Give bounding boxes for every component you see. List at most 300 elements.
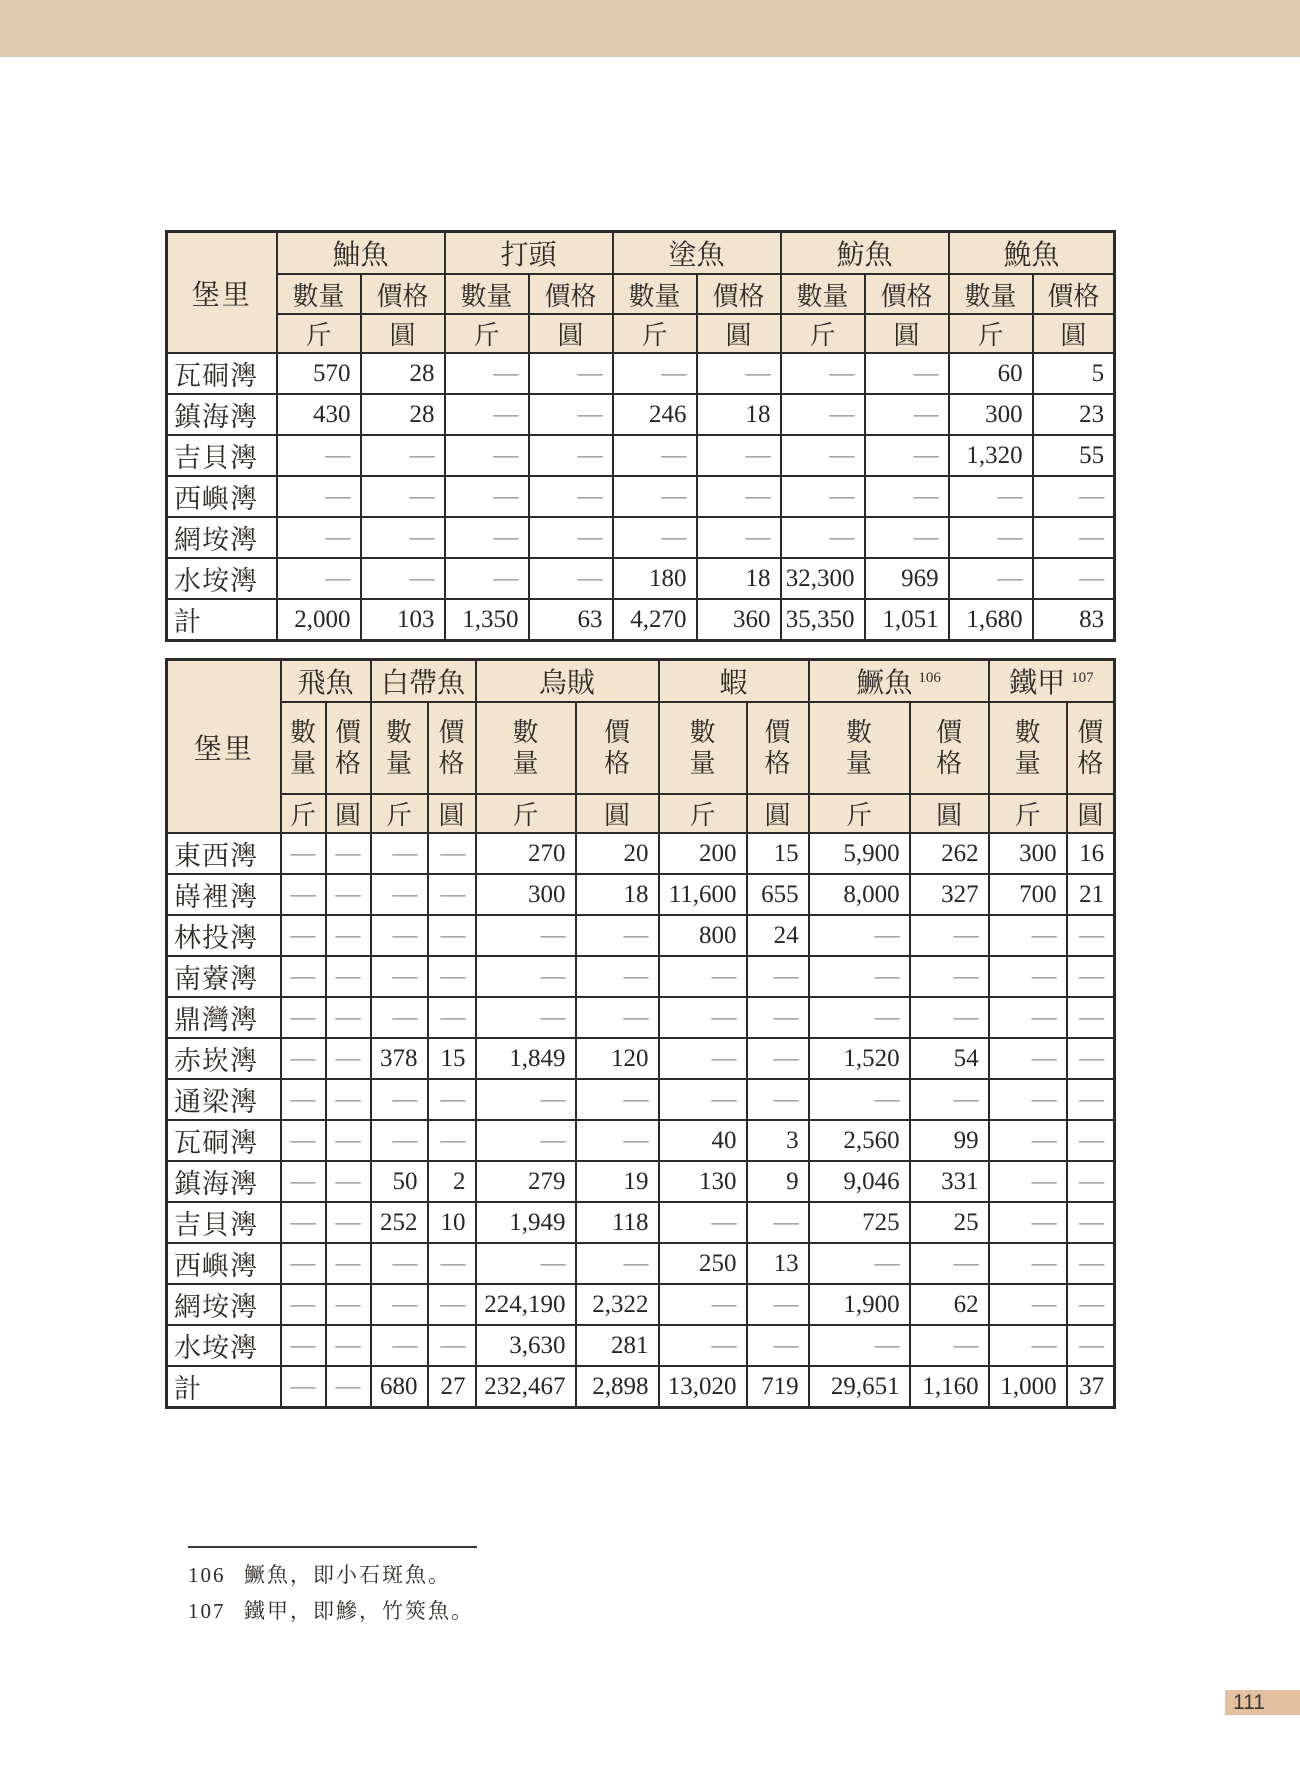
empty-cell: — [949, 476, 1033, 517]
data-cell: 2,898 [576, 1366, 659, 1408]
unit-yuan-header: 圓 [747, 794, 809, 833]
empty-cell: — [781, 394, 865, 435]
footnote-ref: 106 [918, 670, 941, 686]
data-cell: 1,350 [445, 599, 529, 641]
data-cell: 32,300 [781, 558, 865, 599]
empty-cell: — [1033, 476, 1115, 517]
top-banner [0, 0, 1300, 57]
data-cell: 360 [697, 599, 781, 641]
data-cell: 37 [1067, 1366, 1115, 1408]
footnote-separator [188, 1546, 477, 1548]
empty-cell: — [1067, 1284, 1115, 1325]
fish-name-header: 烏賊 [476, 660, 659, 703]
data-cell: 3 [747, 1120, 809, 1161]
page-number-badge [1225, 1690, 1300, 1715]
data-cell: 1,680 [949, 599, 1033, 641]
quantity-header: 數量 [613, 274, 697, 314]
empty-cell: — [989, 956, 1067, 997]
empty-cell: — [747, 1325, 809, 1366]
empty-cell: — [476, 1120, 576, 1161]
empty-cell: — [326, 915, 371, 956]
empty-cell: — [281, 1243, 326, 1284]
empty-cell: — [281, 1284, 326, 1325]
fish-catch-table-1 [165, 230, 1116, 642]
empty-cell: — [910, 1079, 989, 1120]
data-cell: 969 [865, 558, 949, 599]
fish-name-row [167, 232, 1115, 275]
empty-cell: — [281, 874, 326, 915]
data-cell: 35,350 [781, 599, 865, 641]
empty-cell: — [361, 517, 445, 558]
row-label: 網垵澚 [167, 1284, 281, 1325]
empty-cell: — [326, 997, 371, 1038]
empty-cell: — [1067, 915, 1115, 956]
empty-cell: — [371, 1284, 428, 1325]
table-row [167, 1038, 1115, 1079]
empty-cell: — [371, 874, 428, 915]
empty-cell: — [659, 1079, 747, 1120]
empty-cell: — [529, 394, 613, 435]
data-cell: 1,000 [989, 1366, 1067, 1408]
fish-name-header: 鐵甲 $^{107}$ [989, 660, 1115, 703]
fish-name-header: 飛魚 [281, 660, 371, 703]
empty-cell: — [809, 1079, 910, 1120]
data-cell: 725 [809, 1202, 910, 1243]
data-cell: 15 [747, 833, 809, 874]
unit-yuan-header: 圓 [361, 314, 445, 353]
empty-cell: — [809, 956, 910, 997]
empty-cell: — [277, 476, 361, 517]
table-row [167, 956, 1115, 997]
data-cell: 18 [697, 558, 781, 599]
data-cell: 10 [428, 1202, 476, 1243]
quantity-header: 數 量 [659, 702, 747, 794]
data-cell: 9 [747, 1161, 809, 1202]
empty-cell: — [281, 1202, 326, 1243]
data-cell: 28 [361, 394, 445, 435]
empty-cell: — [809, 1243, 910, 1284]
empty-cell: — [1067, 997, 1115, 1038]
empty-cell: — [989, 1325, 1067, 1366]
footnote-ref: 107 [1071, 670, 1094, 686]
empty-cell: — [576, 956, 659, 997]
row-label: 東西澚 [167, 833, 281, 874]
row-label: 西嶼澚 [167, 476, 277, 517]
empty-cell: — [576, 1243, 659, 1284]
data-cell: 250 [659, 1243, 747, 1284]
empty-cell: — [445, 353, 529, 394]
empty-cell: — [445, 476, 529, 517]
data-cell: 378 [371, 1038, 428, 1079]
data-cell: 200 [659, 833, 747, 874]
empty-cell: — [910, 915, 989, 956]
empty-cell: — [326, 1120, 371, 1161]
data-cell: 18 [576, 874, 659, 915]
empty-cell: — [281, 997, 326, 1038]
row-label: 水垵澚 [167, 1325, 281, 1366]
data-cell: 2,322 [576, 1284, 659, 1325]
data-cell: 1,849 [476, 1038, 576, 1079]
page-number: 111 [1233, 1691, 1265, 1714]
empty-cell: — [428, 915, 476, 956]
data-cell: 224,190 [476, 1284, 576, 1325]
fish-name-header: 蝦 [659, 660, 809, 703]
empty-cell: — [281, 1325, 326, 1366]
empty-cell: — [613, 517, 697, 558]
data-cell: 55 [1033, 435, 1115, 476]
data-cell: 2,000 [277, 599, 361, 641]
empty-cell: — [326, 1284, 371, 1325]
empty-cell: — [1067, 1161, 1115, 1202]
price-header: 價 格 [576, 702, 659, 794]
quantity-header: 數量 [277, 274, 361, 314]
fish-name-header: 打頭 [445, 232, 613, 275]
empty-cell: — [529, 517, 613, 558]
table-row [167, 476, 1115, 517]
data-cell: 3,630 [476, 1325, 576, 1366]
empty-cell: — [428, 874, 476, 915]
price-header: 價格 [697, 274, 781, 314]
data-cell: 29,651 [809, 1366, 910, 1408]
empty-cell: — [910, 1243, 989, 1284]
data-cell: 21 [1067, 874, 1115, 915]
empty-cell: — [281, 833, 326, 874]
unit-jin-header: 斤 [809, 794, 910, 833]
empty-cell: — [809, 1325, 910, 1366]
empty-cell: — [865, 394, 949, 435]
unit-row [167, 794, 1115, 833]
empty-cell: — [659, 1284, 747, 1325]
empty-cell: — [781, 476, 865, 517]
data-cell: 5 [1033, 353, 1115, 394]
empty-cell: — [747, 1038, 809, 1079]
empty-cell: — [371, 956, 428, 997]
empty-cell: — [1067, 956, 1115, 997]
data-cell: 300 [949, 394, 1033, 435]
price-header: 價格 [865, 274, 949, 314]
footnote-number: 106 [188, 1563, 226, 1587]
unit-jin-header: 斤 [989, 794, 1067, 833]
empty-cell: — [989, 1202, 1067, 1243]
empty-cell: — [747, 956, 809, 997]
empty-cell: — [476, 1079, 576, 1120]
data-cell: 50 [371, 1161, 428, 1202]
empty-cell: — [1067, 1079, 1115, 1120]
empty-cell: — [865, 435, 949, 476]
price-header: 價 格 [910, 702, 989, 794]
data-cell: 40 [659, 1120, 747, 1161]
empty-cell: — [576, 1079, 659, 1120]
data-cell: 130 [659, 1161, 747, 1202]
unit-jin-header: 斤 [613, 314, 697, 353]
data-cell: 4,270 [613, 599, 697, 641]
empty-cell: — [371, 1079, 428, 1120]
unit-jin-header: 斤 [277, 314, 361, 353]
empty-cell: — [371, 1120, 428, 1161]
empty-cell: — [989, 1120, 1067, 1161]
data-cell: 680 [371, 1366, 428, 1408]
price-header: 價 格 [326, 702, 371, 794]
data-cell: 655 [747, 874, 809, 915]
data-cell: 54 [910, 1038, 989, 1079]
table-row [167, 997, 1115, 1038]
empty-cell: — [476, 1243, 576, 1284]
data-cell: 1,051 [865, 599, 949, 641]
empty-cell: — [659, 956, 747, 997]
fish-name-header: 白帶魚 [371, 660, 476, 703]
empty-cell: — [326, 1079, 371, 1120]
data-cell: 232,467 [476, 1366, 576, 1408]
empty-cell: — [989, 1161, 1067, 1202]
unit-yuan-header: 圓 [1033, 314, 1115, 353]
empty-cell: — [809, 997, 910, 1038]
empty-cell: — [371, 1325, 428, 1366]
empty-cell: — [428, 1243, 476, 1284]
empty-cell: — [865, 476, 949, 517]
table-row [167, 1366, 1115, 1408]
empty-cell: — [747, 1202, 809, 1243]
data-cell: 23 [1033, 394, 1115, 435]
table-row [167, 353, 1115, 394]
empty-cell: — [445, 394, 529, 435]
empty-cell: — [1033, 558, 1115, 599]
empty-cell: — [949, 558, 1033, 599]
data-cell: 99 [910, 1120, 989, 1161]
fish-catch-table-2 [165, 658, 1116, 1409]
empty-cell: — [989, 1038, 1067, 1079]
data-cell: 262 [910, 833, 989, 874]
unit-jin-header: 斤 [371, 794, 428, 833]
empty-cell: — [989, 915, 1067, 956]
price-header: 價格 [529, 274, 613, 314]
empty-cell: — [989, 997, 1067, 1038]
footnote-number: 107 [188, 1599, 226, 1623]
empty-cell: — [949, 517, 1033, 558]
row-label: 網垵澚 [167, 517, 277, 558]
empty-cell: — [281, 1161, 326, 1202]
quantity-header: 數 量 [476, 702, 576, 794]
data-cell: 18 [697, 394, 781, 435]
data-cell: 120 [576, 1038, 659, 1079]
empty-cell: — [659, 997, 747, 1038]
data-cell: 1,949 [476, 1202, 576, 1243]
empty-cell: — [326, 1366, 371, 1408]
row-label: 嵵裡澚 [167, 874, 281, 915]
table-row [167, 1120, 1115, 1161]
table-row [167, 1243, 1115, 1284]
empty-cell: — [428, 997, 476, 1038]
empty-cell: — [910, 997, 989, 1038]
empty-cell: — [865, 353, 949, 394]
fish-name-header: 魴魚 [781, 232, 949, 275]
empty-cell: — [428, 1120, 476, 1161]
data-cell: 28 [361, 353, 445, 394]
empty-cell: — [476, 915, 576, 956]
empty-cell: — [326, 1038, 371, 1079]
data-cell: 570 [277, 353, 361, 394]
empty-cell: — [428, 1079, 476, 1120]
empty-cell: — [1067, 1120, 1115, 1161]
quantity-header: 數量 [949, 274, 1033, 314]
empty-cell: — [1067, 1243, 1115, 1284]
row-label: 鎮海澚 [167, 1161, 281, 1202]
row-label: 計 [167, 599, 277, 641]
quantity-header: 數量 [781, 274, 865, 314]
data-cell: 15 [428, 1038, 476, 1079]
table-row [167, 435, 1115, 476]
empty-cell: — [281, 1079, 326, 1120]
empty-cell: — [576, 997, 659, 1038]
table-row [167, 1202, 1115, 1243]
data-cell: 25 [910, 1202, 989, 1243]
unit-yuan-header: 圓 [576, 794, 659, 833]
data-cell: 62 [910, 1284, 989, 1325]
data-cell: 180 [613, 558, 697, 599]
data-cell: 13 [747, 1243, 809, 1284]
empty-cell: — [476, 956, 576, 997]
empty-cell: — [1067, 1202, 1115, 1243]
data-cell: 279 [476, 1161, 576, 1202]
unit-yuan-header: 圓 [1067, 794, 1115, 833]
unit-jin-header: 斤 [781, 314, 865, 353]
data-cell: 700 [989, 874, 1067, 915]
qty-price-row [167, 274, 1115, 314]
unit-yuan-header: 圓 [529, 314, 613, 353]
row-label: 吉貝澚 [167, 435, 277, 476]
empty-cell: — [659, 1325, 747, 1366]
data-cell: 1,320 [949, 435, 1033, 476]
data-cell: 16 [1067, 833, 1115, 874]
data-cell: 281 [576, 1325, 659, 1366]
footnote-text: 鱖魚，即小石斑魚。 [244, 1563, 451, 1587]
empty-cell: — [1067, 1325, 1115, 1366]
data-cell: 327 [910, 874, 989, 915]
empty-cell: — [529, 558, 613, 599]
unit-jin-header: 斤 [281, 794, 326, 833]
row-label: 水垵澚 [167, 558, 277, 599]
data-cell: 270 [476, 833, 576, 874]
data-cell: 331 [910, 1161, 989, 1202]
table-row [167, 874, 1115, 915]
fish-name-header: 鮸魚 [949, 232, 1115, 275]
row-label: 赤崁澚 [167, 1038, 281, 1079]
data-cell: 24 [747, 915, 809, 956]
empty-cell: — [326, 956, 371, 997]
empty-cell: — [989, 1079, 1067, 1120]
unit-yuan-header: 圓 [865, 314, 949, 353]
empty-cell: — [747, 997, 809, 1038]
table-row [167, 517, 1115, 558]
fish-name-header: 鱖魚 $^{106}$ [809, 660, 989, 703]
empty-cell: — [910, 1325, 989, 1366]
row-label: 通梁澚 [167, 1079, 281, 1120]
fish-name-header: 塗魚 [613, 232, 781, 275]
table-row [167, 558, 1115, 599]
data-cell: 83 [1033, 599, 1115, 641]
empty-cell: — [371, 1243, 428, 1284]
data-cell: 719 [747, 1366, 809, 1408]
empty-cell: — [326, 1243, 371, 1284]
empty-cell: — [326, 833, 371, 874]
fish-name-row [167, 660, 1115, 703]
data-cell: 1,160 [910, 1366, 989, 1408]
unit-yuan-header: 圓 [326, 794, 371, 833]
unit-jin-header: 斤 [659, 794, 747, 833]
empty-cell: — [445, 558, 529, 599]
empty-cell: — [613, 353, 697, 394]
quantity-header: 數 量 [989, 702, 1067, 794]
data-cell: 1,520 [809, 1038, 910, 1079]
table-row [167, 394, 1115, 435]
footnote-text: 鐵甲，即鰺，竹筴魚。 [244, 1599, 474, 1623]
data-cell: 1,900 [809, 1284, 910, 1325]
corner-label: 堡里 [167, 660, 281, 834]
unit-jin-header: 斤 [445, 314, 529, 353]
empty-cell: — [371, 915, 428, 956]
data-cell: 246 [613, 394, 697, 435]
empty-cell: — [910, 956, 989, 997]
table-row [167, 833, 1115, 874]
data-cell: 60 [949, 353, 1033, 394]
empty-cell: — [697, 476, 781, 517]
quantity-header: 數 量 [371, 702, 428, 794]
data-cell: 19 [576, 1161, 659, 1202]
footnote-106 [188, 1559, 451, 1589]
empty-cell: — [428, 1284, 476, 1325]
empty-cell: — [445, 435, 529, 476]
quantity-header: 數 量 [281, 702, 326, 794]
data-cell: 103 [361, 599, 445, 641]
table-row [167, 1161, 1115, 1202]
row-label: 鎮海澚 [167, 394, 277, 435]
empty-cell: — [529, 353, 613, 394]
table-row [167, 1284, 1115, 1325]
unit-jin-header: 斤 [476, 794, 576, 833]
row-label: 瓦硐澚 [167, 353, 277, 394]
empty-cell: — [781, 435, 865, 476]
empty-cell: — [326, 874, 371, 915]
table-row [167, 1079, 1115, 1120]
empty-cell: — [989, 1243, 1067, 1284]
row-label: 計 [167, 1366, 281, 1408]
empty-cell: — [697, 353, 781, 394]
row-label: 吉貝澚 [167, 1202, 281, 1243]
quantity-header: 數 量 [809, 702, 910, 794]
row-label: 林投澚 [167, 915, 281, 956]
empty-cell: — [1067, 1038, 1115, 1079]
corner-label: 堡里 [167, 232, 277, 354]
price-header: 價格 [361, 274, 445, 314]
empty-cell: — [989, 1284, 1067, 1325]
empty-cell: — [277, 517, 361, 558]
empty-cell: — [781, 353, 865, 394]
data-cell: 9,046 [809, 1161, 910, 1202]
empty-cell: — [428, 956, 476, 997]
empty-cell: — [613, 476, 697, 517]
unit-yuan-header: 圓 [697, 314, 781, 353]
empty-cell: — [659, 1202, 747, 1243]
table-row [167, 915, 1115, 956]
data-cell: 300 [989, 833, 1067, 874]
empty-cell: — [371, 833, 428, 874]
empty-cell: — [809, 915, 910, 956]
empty-cell: — [326, 1325, 371, 1366]
data-cell: 13,020 [659, 1366, 747, 1408]
unit-jin-header: 斤 [949, 314, 1033, 353]
empty-cell: — [428, 833, 476, 874]
price-header: 價格 [1033, 274, 1115, 314]
empty-cell: — [371, 997, 428, 1038]
